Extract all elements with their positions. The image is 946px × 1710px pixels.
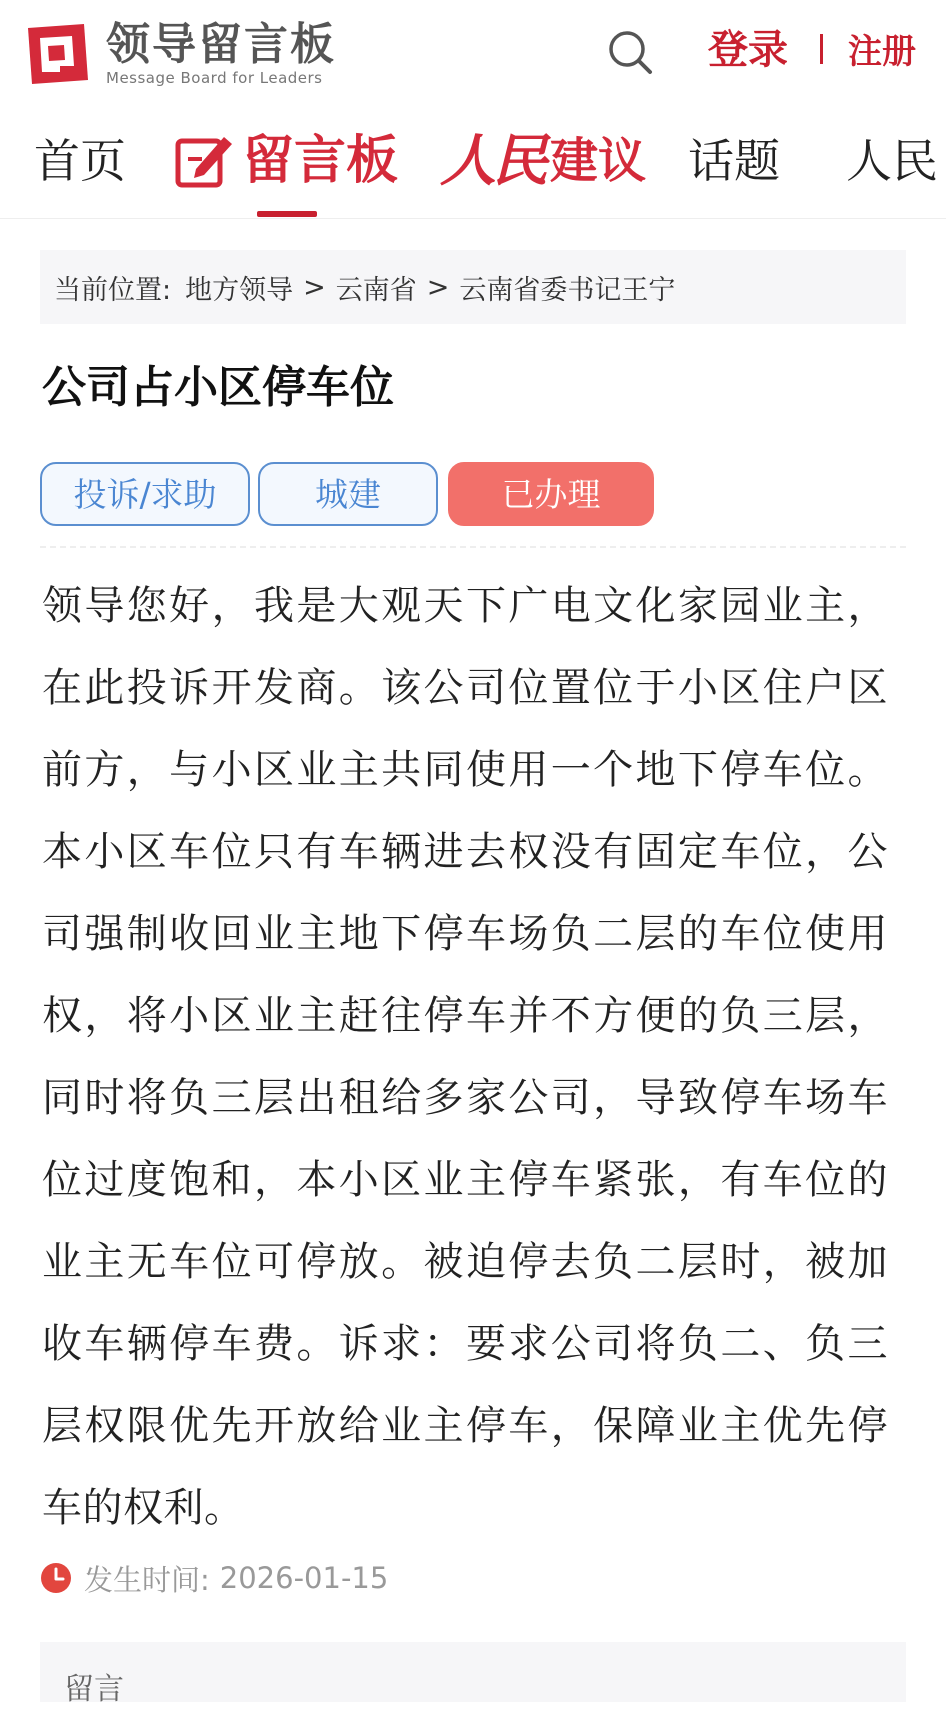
edit-icon [174, 131, 234, 191]
header-divider [820, 34, 823, 64]
reply-card-label: 留言 [64, 1672, 124, 1707]
nav-item-people[interactable]: 人民 [846, 134, 938, 188]
register-link[interactable]: 注册 [848, 32, 916, 72]
divider [40, 546, 906, 548]
main-nav [0, 106, 946, 219]
logo-mark-icon [24, 20, 92, 88]
nav-board-label: 留言板 [242, 131, 399, 191]
tag-type[interactable]: 投诉/求助 [40, 462, 250, 526]
breadcrumb-separator: > [426, 271, 450, 303]
breadcrumb-level3[interactable]: 云南省委书记王宁 [459, 274, 676, 306]
breadcrumb [40, 250, 906, 324]
breadcrumb-level2[interactable]: 云南省 [335, 274, 417, 306]
message-body: 领导您好，我是大观天下广电文化家园业主，在此投诉开发商。该公司位置位于小区住户区前方，与小区业主共同使用一个地下停车位。本小区车位只有车辆进去权没有固定车位，公司强制收回业主地下停车场负二层的车位使用权，将小区业主赶往停车并不方便的负三层，同时将负三层出租给多家公司，导致停车场车位过度饱和，本小区业主停车紧张，有车位的业主无车位可停放。被迫停去负二层时，被加收车辆停车费。诉求：要求公司将负二、负三层权限优先开放给业主停车，保障业主优先停车的权利。 [42, 583, 888, 1531]
nav-item-topic[interactable]: 话题 [688, 134, 780, 188]
status-badge: 已办理 [448, 462, 654, 526]
breadcrumb-prefix: 当前位置: [54, 274, 172, 306]
login-link[interactable]: 登录 [708, 27, 788, 73]
logo-title: 领导留言板 [106, 19, 336, 70]
nav-suggest-label: 建议 [550, 133, 647, 189]
breadcrumb-level1[interactable]: 地方领导 [185, 274, 294, 306]
reply-card [40, 1642, 906, 1707]
logo-text [106, 21, 336, 87]
time-value: 2026-01-15 [219, 1561, 389, 1595]
breadcrumb-separator: > [303, 271, 326, 303]
nav-item-home[interactable]: 首页 [34, 134, 126, 188]
nav-item-board[interactable] [174, 126, 398, 196]
clock-icon [40, 1562, 72, 1594]
nav-item-suggest[interactable] [440, 126, 646, 196]
search-icon[interactable] [606, 28, 654, 76]
time-row [40, 1558, 388, 1598]
renmin-logo-mark: 人民 [440, 128, 544, 194]
time-label: 发生时间: [84, 1562, 210, 1597]
nav-active-indicator [257, 211, 317, 217]
page-title: 公司占小区停车位 [42, 362, 394, 413]
tag-category[interactable]: 城建 [258, 462, 438, 526]
logo[interactable] [24, 18, 354, 90]
logo-subtitle: Message Board for Leaders [106, 69, 323, 87]
header [0, 0, 946, 106]
